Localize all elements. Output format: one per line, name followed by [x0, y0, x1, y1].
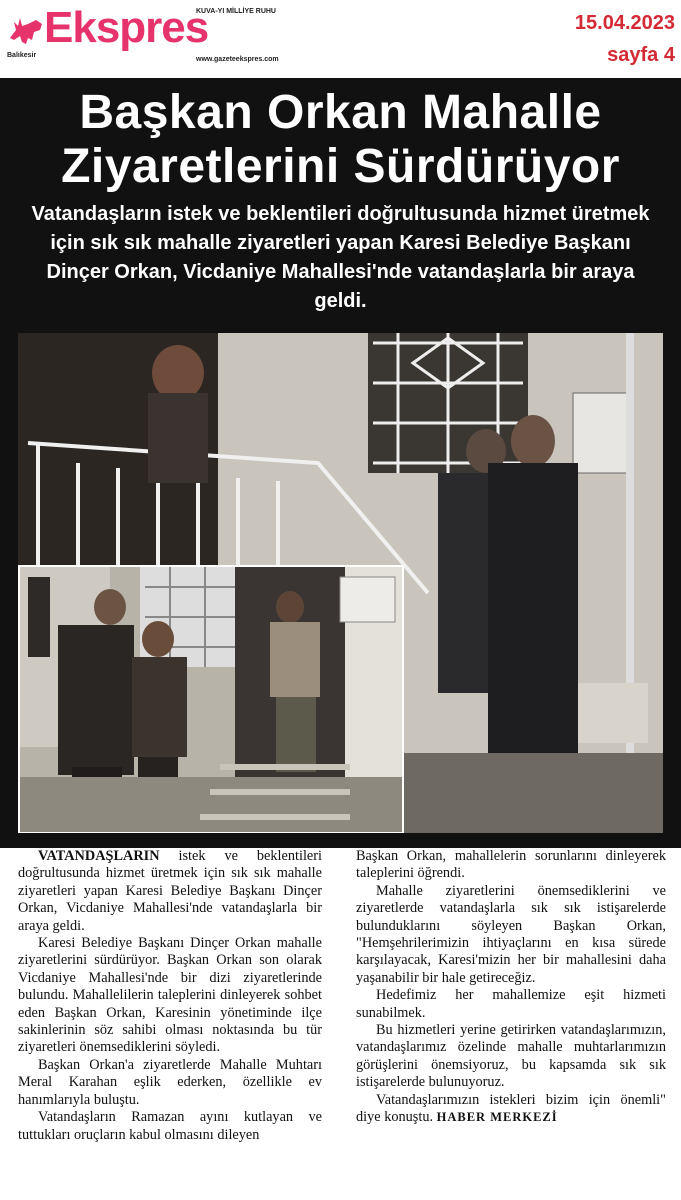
headline-line-2: Ziyaretlerini Sürdürüyor — [61, 140, 620, 193]
paragraph: Başkan Orkan'a ziyaretlerde Mahalle Muhtarı Meral Karahan eşlik ederken, özellikle ev hanımlarıyla buluştu. — [18, 1056, 322, 1108]
website-url: www.gazeteekspres.com — [196, 56, 279, 63]
deer-logo-icon — [6, 8, 48, 50]
paragraph: Vatandaşların Ramazan ayını kutlayan ve tuttukları oruçların kabul olmasını dileyen — [18, 1109, 322, 1143]
paragraph-text: Vatandaşlarımızın istekleri bizim için önemli" diye konuştu. — [356, 1091, 666, 1126]
paragraph — [18, 848, 322, 935]
paragraph — [356, 1092, 666, 1127]
article-photo — [18, 333, 663, 833]
tagline: KUVA-YI MİLLİYE RUHU — [196, 8, 276, 15]
article-column-right — [356, 848, 666, 1127]
article-column-left — [18, 848, 322, 1144]
headline — [0, 86, 681, 194]
paragraph: Başkan Orkan, mahallelerin sorunlarını dinleyerek taleplerini öğrendi. — [356, 848, 666, 882]
paragraph-text: istek ve beklentileri doğrultusunda hizmet üretmek için sık sık mahalle ziyaretleri yapan Karesi Belediye Başkanı Dinçer Orkan, Vicdaniye Mahallesi'nde vatandaşlarla bir araya geldi. — [18, 848, 322, 934]
issue-date: 15.04.2023 — [574, 12, 675, 34]
lead-word: VATANDAŞLARIN — [38, 848, 160, 864]
paragraph: Karesi Belediye Başkanı Dinçer Orkan mahalle ziyaretlerini sürdürüyor. Başkan Orkan son olarak Vicdaniye Mahallesi'nde bir dizi ziyaretlerinde bulundu. Mahallelilerin taleplerini dinleyerek sohbet eden Başkan Orkan, Karesinin yönetiminde ilçe sakinlerinin söz sahibi olması noktasında bu tür ziyaretleri önemsediklerini söyledi. — [18, 935, 322, 1056]
inset-photo — [18, 565, 404, 833]
masthead — [0, 0, 681, 76]
city-label: Balıkesir — [7, 52, 37, 59]
page-number: sayfa 4 — [607, 44, 675, 66]
headline-line-1: Başkan Orkan Mahalle — [79, 86, 602, 139]
newspaper-logo: Ekspres — [44, 3, 209, 52]
paragraph: Mahalle ziyaretlerini önemsediklerini ve ziyaretlerde vatandaşlarla sık sık istişarelerde bulunduklarını söyleyen Başkan Orkan, "Hemşehrilerimizin ihtiyaçlarını en kısa sürede karşılayacak, Karesi'mizin her bir mahallesini daha yaşanabilir bir hale getireceğiz. — [356, 882, 666, 986]
byline: HABER MERKEZİ — [436, 1110, 558, 1125]
paragraph: Hedefimiz her mahallemize eşit hizmeti sunabilmek. — [356, 987, 666, 1021]
lead-paragraph: Vatandaşların istek ve beklentileri doğrultusunda hizmet üretmek için sık sık mahalle ziyaretleri yapan Karesi Belediye Başkanı Dinçer Orkan, Vicdaniye Mahallesi'nde vatandaşlarla bir araya geldi. — [31, 203, 650, 312]
inset-scene-photo — [20, 567, 404, 833]
paragraph: Bu hizmetleri yerine getirirken vatandaşlarımızın, vatandaşlarımız özelinde mahalle muhtarlarımızın görüşlerini önemsiyoruz, bu kapsamda sık sık istişarelerde bulunuyoruz. — [356, 1022, 666, 1091]
